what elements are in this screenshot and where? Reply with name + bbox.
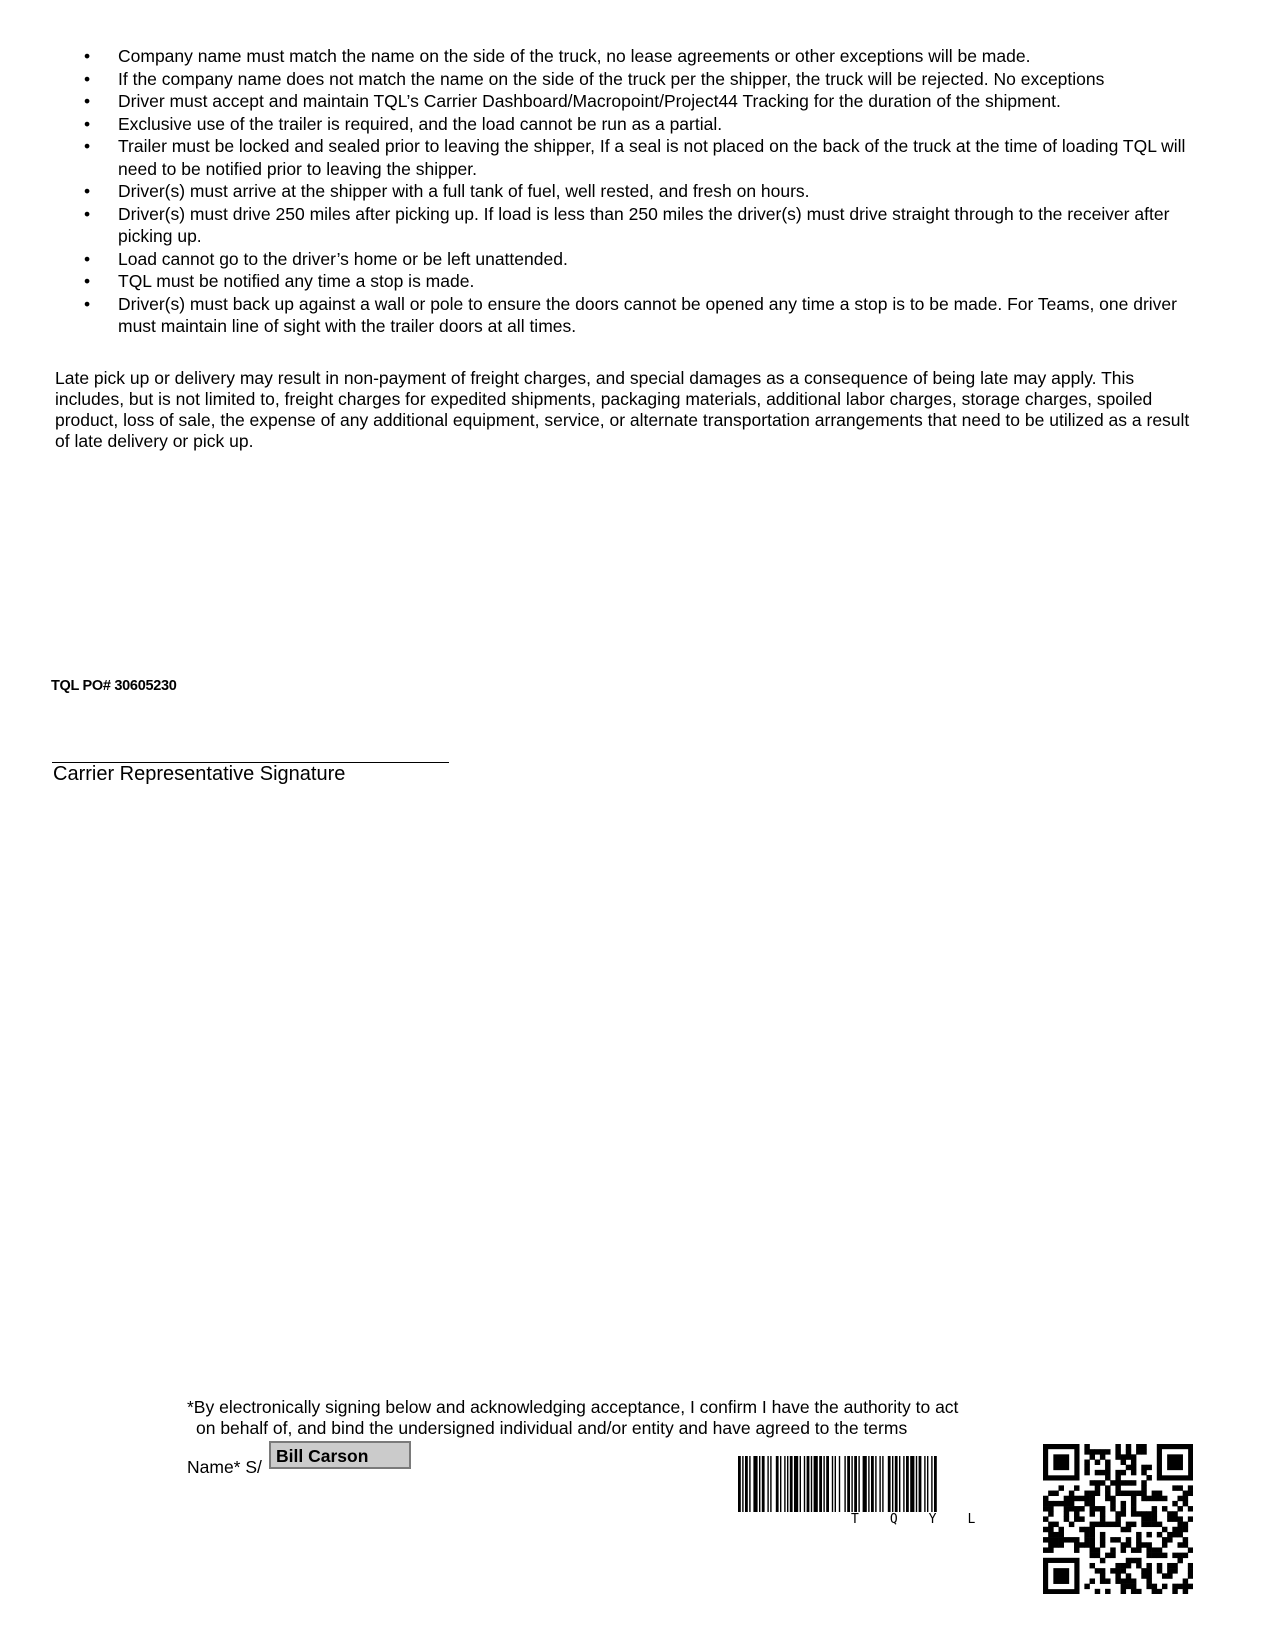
rule-item (84, 68, 1204, 91)
rule-text: TQL must be notified any time a stop is made. (118, 271, 475, 291)
rule-item (84, 135, 1204, 180)
esign-acknowledgement (187, 1397, 1047, 1439)
esign-line-1: *By electronically signing below and acknowledging acceptance, I confirm I have the authority to act (187, 1397, 959, 1417)
rule-item (84, 203, 1204, 248)
bullet-icon: • (84, 46, 91, 66)
rule-item (84, 248, 1204, 271)
bullet-icon: • (84, 136, 91, 156)
rule-text: Driver(s) must back up against a wall or pole to ensure the doors cannot be opened any time a stop is to be made. For Teams, one driver must maintain line of sight with the trailer doors at all times. (118, 293, 1177, 336)
bullet-icon: • (84, 68, 91, 89)
rule-text: Driver must accept and maintain TQL’s Carrier Dashboard/Macropoint/Project44 Tracking for the duration of the shipment. (118, 91, 1061, 111)
qr-code-icon (1043, 1444, 1193, 1594)
bullet-icon: • (84, 248, 91, 269)
rule-text: Driver(s) must arrive at the shipper with a full tank of fuel, well rested, and fresh on hours. (118, 181, 810, 201)
bullet-icon: • (84, 181, 91, 201)
bullet-icon: • (84, 91, 91, 111)
bullet-icon: • (84, 293, 91, 314)
carrier-rules-list (84, 45, 1204, 338)
rule-item (84, 45, 1204, 68)
rule-item (84, 270, 1204, 293)
name-signature-field[interactable]: Bill Carson (269, 1441, 411, 1469)
rule-item (84, 293, 1204, 338)
rule-text: If the company name does not match the name on the side of the truck per the shipper, the truck will be rejected. No exceptions (118, 68, 1105, 89)
bullet-icon: • (84, 113, 91, 134)
po-number: TQL PO# 30605230 (51, 678, 177, 694)
bullet-icon: • (84, 203, 91, 224)
rule-text: Driver(s) must drive 250 miles after picking up. If load is less than 250 miles the driver(s) must drive straight through to the receiver after picking up. (118, 203, 1170, 246)
rule-text: Load cannot go to the driver’s home or be left unattended. (118, 248, 568, 269)
rule-item (84, 90, 1204, 113)
late-delivery-notice: Late pick up or delivery may result in non-payment of freight charges, and special damages as a consequence of being late may apply. This includes, but is not limited to, freight charges for expedited shipments, packaging materials, additional labor charges, storage charges, spoiled product, loss of sale, the expense of any additional equipment, service, or alternate transportation arrangements that need to be utilized as a result of late delivery or pick up. (55, 368, 1190, 451)
barcode-text: TQYL (851, 1512, 1007, 1527)
rule-item (84, 113, 1204, 136)
name-label: Name* S/ (187, 1457, 262, 1477)
rule-text: Trailer must be locked and sealed prior to leaving the shipper, If a seal is not placed on the back of the truck at the time of loading TQL will need to be notified prior to leaving the shipper. (118, 136, 1186, 179)
rule-item (84, 180, 1204, 203)
bullet-icon: • (84, 271, 91, 291)
barcode-icon (738, 1456, 1018, 1512)
signature-label: Carrier Representative Signature (53, 763, 346, 785)
rule-text: Company name must match the name on the side of the truck, no lease agreements or other exceptions will be made. (118, 46, 1031, 66)
rule-text: Exclusive use of the trailer is required, and the load cannot be run as a partial. (118, 113, 723, 134)
esign-line-2: on behalf of, and bind the undersigned individual and/or entity and have agreed to the terms (196, 1418, 908, 1438)
